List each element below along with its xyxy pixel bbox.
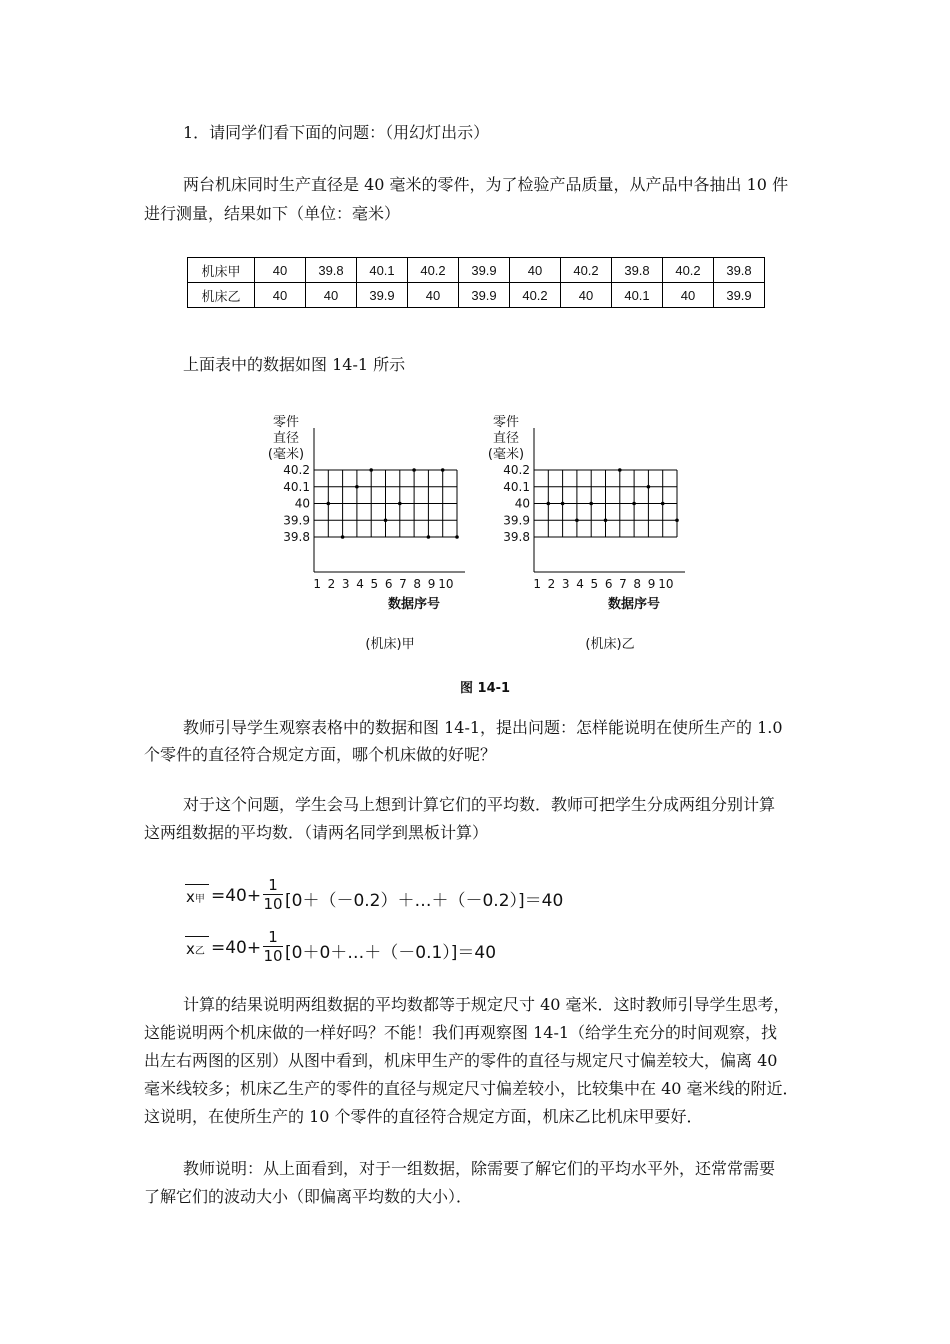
y-axis-label: 零件 <box>492 415 520 430</box>
x-tick-label: 10 <box>438 577 454 591</box>
formula-lhs: =40+ <box>211 886 262 906</box>
data-point <box>412 468 416 472</box>
para2-line1: 对于这个问题，学生会马上想到计算它们的平均数．教师可把学生分成两组分别计算 <box>183 795 776 814</box>
data-point <box>547 502 551 506</box>
x-tick-label: 3 <box>341 577 350 591</box>
chart-machine-a <box>250 410 490 660</box>
para1-line1: 教师引导学生观察表格中的数据和图 14-1，提出问题：怎样能说明在使所生产的 1.0 <box>183 718 783 737</box>
formula-rhs: [0＋（－0.2）＋…＋（－0.2）]＝40 <box>285 891 564 911</box>
table-cell: 40.2 <box>510 283 561 308</box>
para3-line2: 这能说明两个机床做的一样好吗？不能！我们再观察图 14-1（给学生充分的时间观察，找 <box>144 1023 778 1042</box>
problem-line-2: 进行测量，结果如下（单位：毫米） <box>144 204 401 223</box>
para3-line5: 这说明，在使所生产的 10 个零件的直径符合规定方面，机床乙比机床甲要好． <box>144 1107 703 1126</box>
mean-formula-a <box>185 876 605 916</box>
data-point <box>369 468 373 472</box>
data-point <box>575 518 579 522</box>
overline <box>185 884 209 885</box>
data-point <box>355 485 359 489</box>
x-tick-label: 4 <box>576 577 584 591</box>
table-cell: 40 <box>255 258 306 283</box>
y-tick-label: 40 <box>294 496 310 511</box>
y-axis-label: (毫米) <box>267 447 305 462</box>
problem-line-1: 两台机床同时生产直径是 40 毫米的零件，为了检验产品质量，从产品中各抽出 10 件 <box>183 175 789 194</box>
data-point <box>441 468 445 472</box>
y-axis-label: 直径 <box>492 431 520 446</box>
data-point <box>589 502 593 506</box>
y-tick-label: 39.8 <box>503 530 530 544</box>
table-cell: 40 <box>561 283 612 308</box>
data-point <box>327 502 331 506</box>
data-point <box>398 502 402 506</box>
subscript: 乙 <box>194 946 205 957</box>
data-point <box>675 518 679 522</box>
table-cell: 39.8 <box>612 258 663 283</box>
x-axis-label: 数据序号 <box>607 597 661 612</box>
table-cell: 40.2 <box>561 258 612 283</box>
data-point <box>661 502 665 506</box>
chart-svg <box>470 410 710 660</box>
y-tick-label: 39.9 <box>503 513 530 528</box>
denominator: 10 <box>263 895 283 913</box>
data-point <box>455 535 459 539</box>
x-tick-label: 2 <box>327 577 336 591</box>
table-cell: 40.2 <box>408 258 459 283</box>
y-tick-label: 40 <box>514 496 530 511</box>
chart-title: (机床)甲 <box>365 637 415 652</box>
x-tick-label: 4 <box>356 577 364 591</box>
table-cell: 39.9 <box>714 283 765 308</box>
table-cell: 39.8 <box>306 258 357 283</box>
subscript: 甲 <box>194 894 205 905</box>
x-tick-label: 1 <box>313 577 321 591</box>
mean-formula-b <box>185 928 605 968</box>
variable: x <box>186 940 195 958</box>
question-1: 1．请同学们看下面的问题：（用幻灯出示） <box>183 123 490 142</box>
table-row <box>188 283 765 308</box>
y-tick-label: 40.1 <box>503 479 530 494</box>
para4-line1: 教师说明：从上面看到，对于一组数据，除需要了解它们的平均水平外，还常常需要 <box>183 1159 776 1178</box>
x-tick-label: 10 <box>658 577 674 591</box>
x-tick-label: 5 <box>370 577 379 591</box>
x-tick-label: 6 <box>384 577 393 591</box>
table-cell: 39.8 <box>714 258 765 283</box>
row-label: 机床乙 <box>188 283 255 308</box>
chart-title: (机床)乙 <box>585 637 635 652</box>
data-point <box>561 502 565 506</box>
x-tick-label: 8 <box>633 577 642 591</box>
y-tick-label: 40.2 <box>503 463 530 477</box>
numerator: 1 <box>268 876 278 894</box>
table-cell: 40 <box>663 283 714 308</box>
y-tick-label: 40.1 <box>283 479 310 494</box>
para2-line2: 这两组数据的平均数．（请两名同学到黑板计算） <box>144 823 489 842</box>
table-cell: 39.9 <box>459 258 510 283</box>
table-cell: 40.1 <box>612 283 663 308</box>
y-tick-label: 39.9 <box>283 513 310 528</box>
para4-line2: 了解它们的波动大小（即偏离平均数的大小）． <box>144 1187 473 1206</box>
table-row <box>188 258 765 283</box>
x-tick-label: 1 <box>533 577 541 591</box>
fraction <box>263 876 283 913</box>
x-tick-label: 6 <box>604 577 613 591</box>
fraction <box>263 928 283 965</box>
y-axis-label: 直径 <box>272 431 300 446</box>
y-axis-label: (毫米) <box>487 447 525 462</box>
x-tick-label: 2 <box>547 577 556 591</box>
mean-symbol <box>186 940 205 958</box>
row-label: 机床甲 <box>188 258 255 283</box>
x-tick-label: 9 <box>427 577 436 591</box>
y-tick-label: 39.8 <box>283 530 310 544</box>
data-point <box>427 535 431 539</box>
mean-symbol <box>186 888 205 906</box>
variable: x <box>186 888 195 906</box>
x-tick-label: 8 <box>413 577 422 591</box>
para3-line3: 出左右两图的区别）从图中看到，机床甲生产的零件的直径与规定尺寸偏差较大，偏离 40 <box>144 1051 778 1070</box>
data-point <box>341 535 345 539</box>
table-cell: 39.9 <box>357 283 408 308</box>
data-point <box>618 468 622 472</box>
x-tick-label: 5 <box>590 577 599 591</box>
table-cell: 40 <box>510 258 561 283</box>
figure-caption: 图 14-1 <box>460 681 511 696</box>
x-tick-label: 9 <box>647 577 656 591</box>
data-point <box>632 502 636 506</box>
formula-lhs: =40+ <box>211 938 262 958</box>
table-cell: 40.2 <box>663 258 714 283</box>
table-cell: 40 <box>255 283 306 308</box>
data-point <box>647 485 651 489</box>
formula-rhs: [0＋0＋…＋（－0.1）]＝40 <box>285 943 497 963</box>
table-cell: 40 <box>306 283 357 308</box>
chart-machine-b <box>470 410 710 660</box>
table-cell: 39.9 <box>459 283 510 308</box>
y-tick-label: 40.2 <box>283 463 310 477</box>
measurement-table <box>187 257 765 308</box>
denominator: 10 <box>263 947 283 965</box>
table-cell: 40.1 <box>357 258 408 283</box>
x-tick-label: 7 <box>399 577 407 591</box>
data-point <box>384 518 388 522</box>
x-tick-label: 7 <box>619 577 627 591</box>
para1-line2: 个零件的直径符合规定方面，哪个机床做的好呢？ <box>144 745 497 764</box>
para3-line4: 毫米线较多；机床乙生产的零件的直径与规定尺寸偏差较小，比较集中在 40 毫米线的附近． <box>144 1079 799 1098</box>
numerator: 1 <box>268 928 278 946</box>
overline <box>185 936 209 937</box>
x-tick-label: 3 <box>561 577 570 591</box>
table-cell: 40 <box>408 283 459 308</box>
para3-line1: 计算的结果说明两组数据的平均数都等于规定尺寸 40 毫米．这时教师引导学生思考， <box>183 995 790 1014</box>
y-axis-label: 零件 <box>272 415 300 430</box>
figure-intro: 上面表中的数据如图 14-1 所示 <box>183 355 406 374</box>
data-point <box>604 518 608 522</box>
chart-svg <box>250 410 490 660</box>
x-axis-label: 数据序号 <box>387 597 441 612</box>
